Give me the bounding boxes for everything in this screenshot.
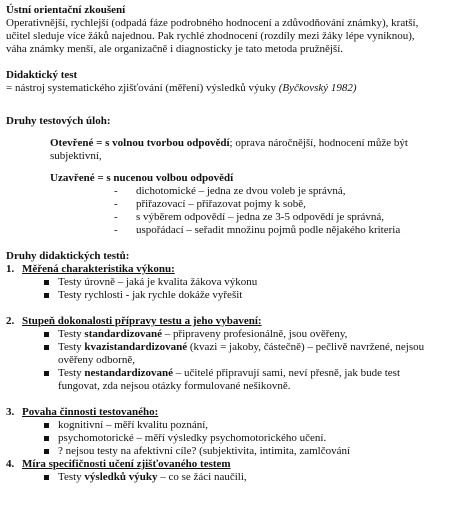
closed-tasks-label: Uzavřené = s nucenou volbou odpovědí xyxy=(50,172,234,184)
list-item: Testy rychlosti - jak rychle dokáže vyřešit xyxy=(6,289,452,302)
bullet-square-icon xyxy=(44,436,49,441)
open-tasks xyxy=(6,137,452,150)
dash-marker: - xyxy=(114,211,118,223)
numbered-point-1: 1. Měřená charakteristika výkonu: Testy úrovně – jaká je kvalita žákova výkonu Testy rychlosti - jak rychle dokáže vyřešit xyxy=(6,263,452,302)
numbered-point-3: 3. Povaha činnosti testovaného: kognitivní – měří kvalitu poznání, psychomotorické – měří výsledky psychomotorického učení. ? nejsou testy na afektivní cíle? (subjektivita, intimita, zamlčování xyxy=(6,406,452,458)
dash-marker: - xyxy=(114,224,118,236)
list-item: Testy výsledků výuky – co se žáci naučili, xyxy=(6,471,452,484)
list-item: Testy nestandardizované – učitelé připravují sami, neví přesně, jak bude test fungovat, zda nejsou otázky formulované nešikovně. xyxy=(6,367,452,393)
section-task-types xyxy=(6,115,452,237)
definition-text: = nástroj systematického zjišťování (měření) výsledků výuky xyxy=(6,82,276,94)
bullet-square-icon xyxy=(44,332,49,337)
bullet-square-icon xyxy=(44,475,49,480)
point-title: Míra specifičnosti učení zjišťovaného testem xyxy=(22,458,231,470)
definition-line xyxy=(6,82,452,95)
section-title: Druhy didaktických testů: xyxy=(6,250,130,262)
point-title: Stupeň dokonalosti přípravy testu a jeho vybavení: xyxy=(22,315,262,327)
open-tasks-label: Otevřené = s volnou tvorbou odpovědí xyxy=(50,137,230,149)
dash-marker: - xyxy=(114,198,118,210)
list-item: psychomotorické – měří výsledky psychomotorického učení. xyxy=(6,432,452,445)
section-oral-exam xyxy=(6,4,452,56)
list-item: Testy úrovně – jaká je kvalita žákova výkonu xyxy=(6,276,452,289)
bullet-square-icon xyxy=(44,449,49,454)
section-test-kinds xyxy=(6,250,452,484)
list-item: - dichotomické – jedna ze dvou voleb je správná, xyxy=(114,185,346,197)
paragraph-line: učitel sleduje více žáků najednou. Pak rychlé zhodnocení (rozdíly mezi žáky lépe vyniknou), xyxy=(6,30,415,42)
list-item: Testy standardizované – připraveny profesionálně, jsou ověřeny, xyxy=(6,328,452,341)
bullet-square-icon xyxy=(44,280,49,285)
list-item: Testy kvazistandardizované (kvazi = jakoby, částečně) – pečlivě navržené, nejsou ověřeny odborně, xyxy=(6,341,452,367)
open-tasks-text: ; oprava náročnější, hodnocení může být xyxy=(229,137,408,149)
section-title: Druhy testových úloh: xyxy=(6,115,111,127)
list-item: ? nejsou testy na afektivní cíle? (subjektivita, intimita, zamlčování xyxy=(6,445,452,458)
list-item: - přiřazovací – přiřazovat pojmy k sobě, xyxy=(114,198,306,210)
section-title: Didaktický test xyxy=(6,69,78,81)
dash-marker: - xyxy=(114,185,118,197)
list-item: - uspořádací – seřadit množinu pojmů podle nějakého kriteria xyxy=(114,224,401,236)
open-tasks-cont: subjektivní, xyxy=(50,150,102,162)
paragraph-line: Operativnější, rychlejší (odpadá fáze podrobného hodnocení a zdůvodňování známky), kratší, xyxy=(6,17,419,29)
citation: (Byčkovský 1982) xyxy=(278,82,357,94)
point-title: Měřená charakteristika výkonu: xyxy=(22,263,175,275)
section-didactic-test xyxy=(6,69,452,95)
bullet-square-icon xyxy=(44,345,49,350)
bullet-square-icon xyxy=(44,371,49,376)
point-title: Povaha činnosti testovaného: xyxy=(22,406,159,418)
closed-tasks-list xyxy=(6,185,452,237)
numbered-point-4: 4. Míra specifičnosti učení zjišťovaného testem Testy výsledků výuky – co se žáci naučili, xyxy=(6,458,452,484)
bullet-square-icon xyxy=(44,293,49,298)
bullet-square-icon xyxy=(44,423,49,428)
section-title: Ústní orientační zkoušení xyxy=(6,4,126,16)
list-item: - s výběrem odpovědí – jedna ze 3-5 odpovědí je správná, xyxy=(114,211,385,223)
numbered-point-2: 2. Stupeň dokonalosti přípravy testu a jeho vybavení: Testy standardizované – připraveny profesionálně, jsou ověřeny, Testy kvazistandardizované (kvazi = jakoby, částečně) – pečlivě navržené, nejsou ověřeny odborně, Testy nestandardizované – učitelé připravují sami, neví přesně, jak bude test fungovat, zda nejsou otázky formulované nešikovně. xyxy=(6,315,452,393)
list-item: kognitivní – měří kvalitu poznání, xyxy=(6,419,452,432)
paragraph-line: váha známky menší, ale organizačně i diagnosticky je tato metoda pružnější. xyxy=(6,43,344,55)
